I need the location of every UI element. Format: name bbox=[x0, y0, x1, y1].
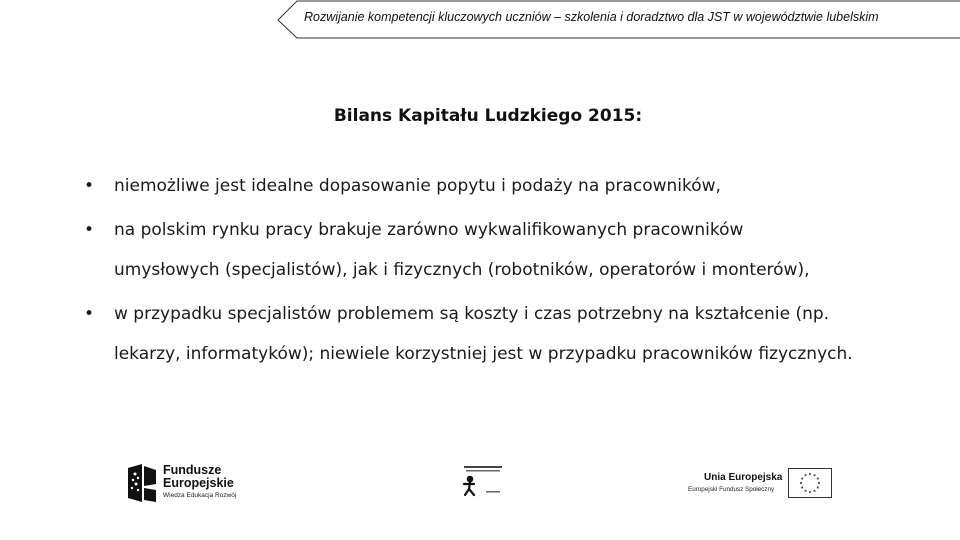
eu-flag-icon bbox=[788, 468, 832, 498]
bullet-line: na polskim rynku pracy brakuje zarówno wykwalifikowanych pracowników bbox=[114, 220, 744, 240]
bullet-line: umysłowych (specjalistów), jak i fizycznych (robotników, operatorów i monterów), bbox=[114, 260, 810, 280]
fe-stars-icon bbox=[126, 462, 158, 504]
fe-logo-line1: Fundusze bbox=[163, 463, 222, 477]
bullet-item bbox=[84, 210, 924, 290]
ue-logo-line1: Unia Europejska bbox=[704, 472, 783, 483]
header-banner-text: Rozwijanie kompetencji kluczowych uczniów – szkolenia i doradztwo dla JST w województwie lubelskim bbox=[304, 10, 879, 24]
bullet-line: w przypadku specjalistów problemem są koszty i czas potrzebny na kształcenie (np. bbox=[114, 304, 830, 324]
bullet-line: niemożliwe jest idealne dopasowanie popytu i podaży na pracowników, bbox=[114, 176, 721, 196]
bullet-item bbox=[84, 294, 924, 374]
regional-logo bbox=[458, 464, 508, 500]
bullet-marker: • bbox=[84, 304, 95, 324]
bullet-marker: • bbox=[84, 220, 95, 240]
fundusze-europejskie-logo bbox=[126, 460, 266, 506]
bullet-item bbox=[84, 166, 924, 206]
ue-logo-line2: Europejski Fundusz Społeczny bbox=[688, 486, 775, 493]
bullet-marker: • bbox=[84, 176, 95, 196]
fe-logo-line2: Europejskie bbox=[163, 476, 234, 490]
regional-logo-mark bbox=[458, 464, 508, 500]
slide-title: Bilans Kapitału Ludzkiego 2015: bbox=[333, 106, 643, 126]
header-banner bbox=[0, 0, 960, 40]
unia-europejska-logo bbox=[688, 468, 834, 500]
bullet-list bbox=[84, 166, 924, 374]
fe-logo-tagline: Wiedza Edukacja Rozwój bbox=[163, 492, 237, 499]
bullet-line: lekarzy, informatyków); niewiele korzystniej jest w przypadku pracowników fizycznych. bbox=[114, 344, 853, 364]
